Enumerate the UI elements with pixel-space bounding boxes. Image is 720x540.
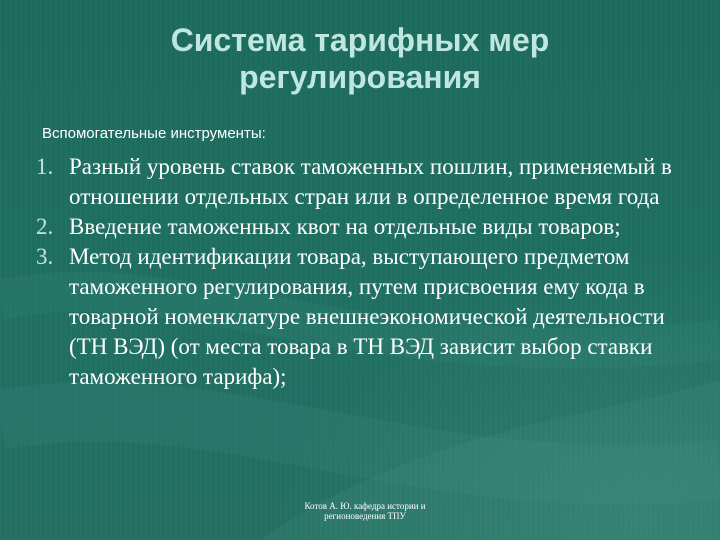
list-item-text: Введение таможенных квот на отдельные виды товаров; [69, 214, 621, 239]
list-item-text: Метод идентификации товара, выступающего предметом таможенного регулирования, путем присвоения ему кода в товарной номенклатуре внешнеэкономической деятельности (ТН ВЭД) (от места товара в ТН ВЭД зависит выбор ставки таможенного тарифа); [69, 244, 665, 389]
list-item [36, 152, 676, 212]
slide-subtitle: Вспомогательные инструменты: [42, 125, 266, 142]
list-item-text: Разный уровень ставок таможенных пошлин, применяемый в отношении отдельных стран или в определенное время года [69, 154, 672, 209]
list-item [36, 212, 676, 242]
instruments-list [36, 152, 676, 392]
list-item [36, 242, 676, 392]
list-item-number: 3. [36, 244, 54, 269]
slide-title: Система тарифных мер регулирования [170, 22, 550, 95]
list-item-number: 2. [36, 214, 54, 239]
list-item-number: 1. [36, 154, 54, 179]
slide-footer: Котов А. Ю. кафедра истории и регионоведения ТПУ [304, 501, 426, 521]
